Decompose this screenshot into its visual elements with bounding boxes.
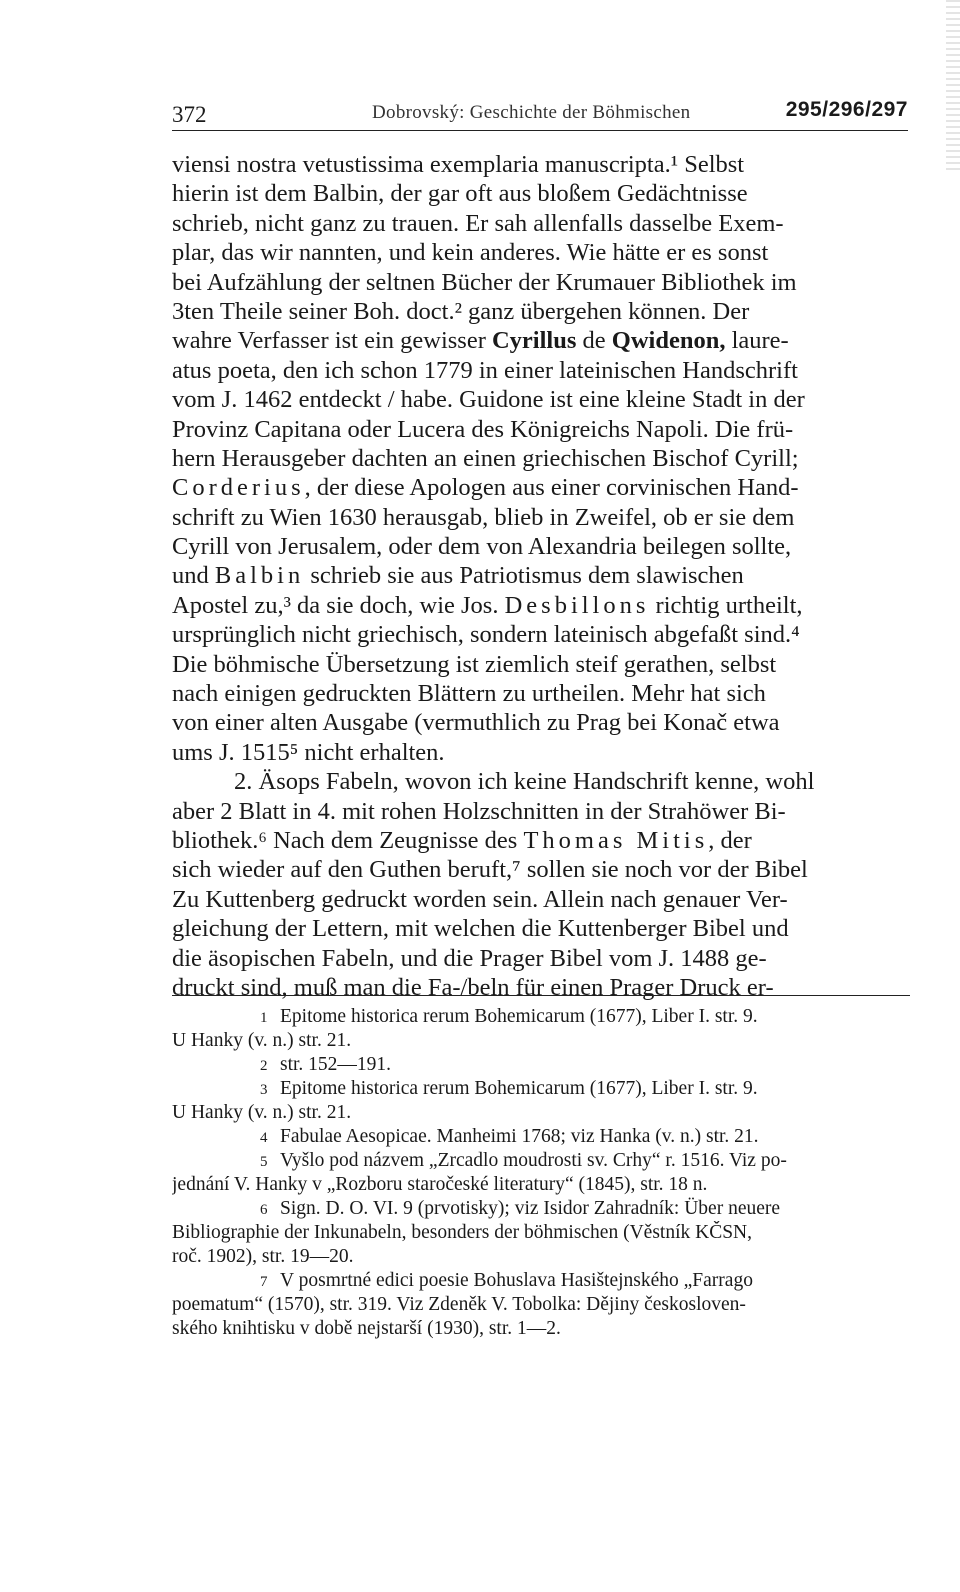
text-line: ursprünglich nicht griechisch, sondern lateinisch abgefaßt sind.⁴ xyxy=(172,621,800,649)
spaced-name: Balbin xyxy=(214,562,305,590)
text-line: Cyrill von Jerusalem, oder dem von Alexandria beilegen sollte, xyxy=(172,533,792,561)
footnote-line xyxy=(172,1149,910,1173)
footnote-line: roč. 1902), str. 19—20. xyxy=(172,1246,354,1267)
text-line: plar, das wir nannten, und kein anderes. Wie hätte er es sonst xyxy=(172,239,769,267)
author-name-bold: Cyrillus xyxy=(491,327,577,355)
spaced-name: Desbillons xyxy=(504,591,650,619)
text-run: bliothek.⁶ Nach dem Zeugnisse des xyxy=(172,826,524,854)
footnote-rule xyxy=(172,995,910,996)
text-line: aber 2 Blatt in 4. mit rohen Holzschnitten in der Strahöwer Bi- xyxy=(172,797,786,825)
footnote-number: 3 xyxy=(260,1082,268,1098)
text-line: hern Herausgeber dachten an einen griechischen Bischof Cyrill; xyxy=(172,444,799,472)
text-run: laure- xyxy=(725,327,789,355)
text-run: und xyxy=(172,562,215,590)
text-line: gleichung der Lettern, mit welchen die Kuttenberger Bibel und xyxy=(172,915,789,943)
text-line: vom J. 1462 entdeckt / habe. Guidone ist eine kleine Stadt in der xyxy=(172,386,805,414)
footnote-line: poematum“ (1570), str. 319. Viz Zdeněk V. Tobolka: Dějiny českosloven- xyxy=(172,1294,746,1315)
main-text xyxy=(172,150,910,1002)
text-run: Apostel zu,³ da sie doch, wie Jos. xyxy=(172,591,505,619)
text-line: die äsopischen Fabeln, und die Prager Bibel vom J. 1488 ge- xyxy=(172,944,767,972)
place-name-bold: Qwidenon, xyxy=(611,327,726,355)
footnote-line: Bibliographie der Inkunabeln, besonders der böhmischen (Věstník KČSN, xyxy=(172,1222,753,1243)
text-line: Die böhmische Übersetzung ist ziemlich steif gerathen, selbst xyxy=(172,650,777,678)
text-line: von einer alten Ausgabe (vermuthlich zu Prag bei Konač etwa xyxy=(172,709,780,737)
original-page-refs: 295/296/297 xyxy=(785,98,908,121)
footnote-line: jednání V. Hanky v „Rozboru staročeské literatury“ (1845), str. 18 n. xyxy=(172,1174,708,1195)
page-edge-scan-artifact xyxy=(946,0,960,170)
text-line: sich wieder auf den Guthen beruft,⁷ sollen sie noch vor der Bibel xyxy=(172,856,808,884)
text-line: hierin ist dem Balbin, der gar oft aus bloßem Gedächtnisse xyxy=(172,180,748,208)
footnote-text: V posmrtné edici poesie Bohuslava Hasištejnského „Farrago xyxy=(280,1270,753,1291)
spaced-name: Corderius xyxy=(172,474,305,502)
footnote-text: Vyšlo pod názvem „Zrcadlo moudrosti sv. Crhy“ r. 1516. Viz po- xyxy=(280,1150,787,1171)
text-run: , der diese Apologen aus einer corvinischen Hand- xyxy=(304,474,799,502)
footnotes xyxy=(172,1005,910,1341)
text-line xyxy=(172,826,910,855)
header-rule xyxy=(172,130,908,131)
text-line: schrieb, nicht ganz zu trauen. Er sah allenfalls dasselbe Exem- xyxy=(172,209,784,237)
text-line: 3ten Theile seiner Boh. doct.² ganz übergehen können. Der xyxy=(172,297,750,325)
text-line xyxy=(172,591,910,620)
footnote-text: Epitome historica rerum Bohemicarum (1677), Liber I. str. 9. xyxy=(280,1006,758,1027)
footnote-text: Epitome historica rerum Bohemicarum (1677), Liber I. str. 9. xyxy=(280,1078,758,1099)
footnote-line xyxy=(172,1005,910,1029)
footnote-line xyxy=(172,1125,910,1149)
footnote-line xyxy=(172,1053,910,1077)
text-line: ums J. 1515⁵ nicht erhalten. xyxy=(172,738,445,766)
text-line xyxy=(172,326,910,355)
text-line: bei Aufzählung der seltnen Bücher der Krumauer Bibliothek im xyxy=(172,268,797,296)
text-run: wahre Verfasser ist ein gewisser xyxy=(172,327,492,355)
text-run: , der xyxy=(708,826,752,854)
text-line: druckt sind, muß man die Fa-/beln für einen Prager Druck er- xyxy=(172,973,774,1001)
footnote-line: U Hanky (v. n.) str. 21. xyxy=(172,1102,352,1123)
footnote-line: U Hanky (v. n.) str. 21. xyxy=(172,1030,352,1051)
footnote-number: 6 xyxy=(260,1202,268,1218)
text-run: richtig urtheilt, xyxy=(649,591,803,619)
text-line xyxy=(172,767,910,796)
footnote-number: 1 xyxy=(260,1010,268,1026)
text-line: Provinz Capitana oder Lucera des Königreichs Napoli. Die frü- xyxy=(172,415,794,443)
footnote-number: 5 xyxy=(260,1154,268,1170)
footnote-line: ského knihtisku v době nejstarší (1930), str. 1—2. xyxy=(172,1318,561,1339)
text-line: schrift zu Wien 1630 herausgab, blieb in Zweifel, ob er sie dem xyxy=(172,503,795,531)
text-run: de xyxy=(576,327,612,355)
spaced-name: Thomas Mitis xyxy=(523,826,709,854)
text-line: viensi nostra vetustissima exemplaria manuscripta.¹ Selbst xyxy=(172,151,745,178)
section-start-text: 2. Äsops Fabeln, wovon ich keine Handschrift kenne, wohl xyxy=(234,768,815,796)
running-header xyxy=(172,96,908,130)
footnote-text: Sign. D. O. VI. 9 (prvotisky); viz Isidor Zahradník: Über neuere xyxy=(280,1198,781,1219)
footnote-number: 7 xyxy=(260,1274,268,1290)
footnote-text: Fabulae Aesopicae. Manheimi 1768; viz Hanka (v. n.) str. 21. xyxy=(280,1126,759,1147)
footnote-number: 4 xyxy=(260,1130,268,1146)
footnote-line xyxy=(172,1197,910,1221)
text-line: atus poeta, den ich schon 1779 in einer lateinischen Handschrift xyxy=(172,356,798,384)
footnote-line xyxy=(172,1269,910,1293)
page-number: 372 xyxy=(172,102,207,127)
footnote-number: 2 xyxy=(260,1058,268,1074)
text-line: Zu Kuttenberg gedruckt worden sein. Allein nach genauer Ver- xyxy=(172,885,788,913)
footnote-text: str. 152—191. xyxy=(280,1054,392,1075)
text-line xyxy=(172,561,910,590)
running-title: Dobrovský: Geschichte der Böhmischen xyxy=(372,102,691,123)
text-line: nach einigen gedruckten Blättern zu urtheilen. Mehr hat sich xyxy=(172,680,766,708)
text-line xyxy=(172,473,910,502)
text-run: schrieb sie aus Patriotismus dem slawischen xyxy=(304,562,744,590)
footnote-line xyxy=(172,1077,910,1101)
